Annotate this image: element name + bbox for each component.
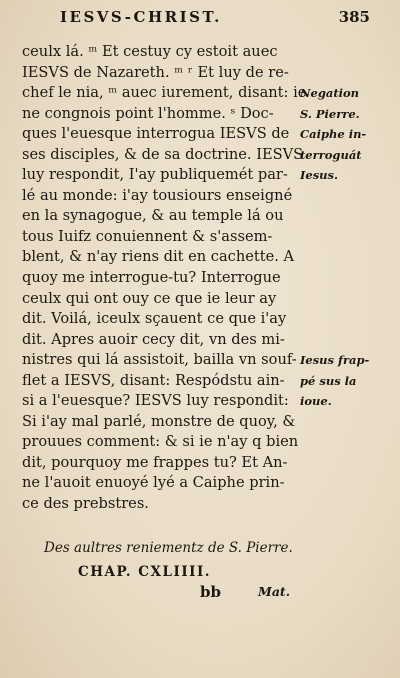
text-line: chef le nia, ᵐ auec iurement, disant: ie (22, 84, 307, 102)
page-number: 385 (338, 8, 370, 26)
margin-note: Caiphe in- (300, 127, 367, 142)
text-line: ceulx lá. ᵐ Et cestuy cy estoit auec (22, 43, 278, 60)
text-line: luy respondit, I'ay publiquemét par- (22, 166, 288, 184)
text-line: lé au monde: i'ay tousiours enseigné (22, 186, 293, 204)
text-line: flet a IESVS, disant: Respódstu ain- (22, 371, 285, 389)
text-line: ne congnois point l'homme. ˢ Doc- (22, 104, 274, 122)
signature-mark: bb (200, 583, 221, 601)
text-line: dit, pourquoy me frappes tu? Et An- (22, 453, 288, 471)
margin-note: pé sus la (300, 373, 357, 388)
text-line: en la synagogue, & au temple lá ou (22, 207, 284, 225)
text-line: nistres qui lá assistoit, bailla vn souf- (22, 351, 297, 369)
margin-note: Iesus frap- (300, 353, 370, 368)
margin-note: S. Pierre. (300, 106, 360, 121)
text-line: ses disciples, & de sa doctrine. IESVS (22, 145, 304, 163)
section-heading: Des aultres reniementz de S. Pierre. (44, 540, 293, 556)
chapter-heading: CHAP. CXLIIII. (78, 564, 211, 580)
text-line: dit. Apres auoir cecy dit, vn des mi- (22, 330, 285, 348)
running-head (60, 8, 370, 26)
text-line: ce des prebstres. (22, 495, 149, 513)
running-head-title: IESVS-CHRIST. (60, 8, 222, 26)
text-line: Si i'ay mal parlé, monstre de quoy, & (22, 412, 296, 430)
margin-note: terroguát (300, 147, 362, 162)
text-line: ne l'auoit enuoyé lyé a Caiphe prin- (22, 474, 285, 492)
text-line: ques l'euesque interrogua IESVS de (22, 125, 290, 143)
text-line: IESVS de Nazareth. ᵐ ʳ Et luy de re- (22, 63, 289, 81)
text-line: tous Iuifz conuiennent & s'assem- (22, 227, 273, 245)
text-line: ceulx qui ont ouy ce que ie leur ay (22, 289, 277, 307)
margin-notes (300, 42, 398, 412)
text-line: blent, & n'ay riens dit en cachette. A (22, 248, 295, 266)
margin-note: Iesus. (300, 168, 339, 183)
margin-note: ioue. (300, 394, 332, 409)
text-line: quoy me interrogue-tu? Interrogue (22, 269, 281, 287)
body-text (22, 42, 307, 515)
margin-note: Negation (300, 86, 360, 101)
text-line: prouues comment: & si ie n'ay q bien (22, 433, 299, 451)
catchword: Mat. (258, 584, 291, 599)
text-line: si a l'euesque? IESVS luy respondit: (22, 392, 289, 410)
text-line: dit. Voilá, iceulx sçauent ce que i'ay (22, 310, 287, 328)
